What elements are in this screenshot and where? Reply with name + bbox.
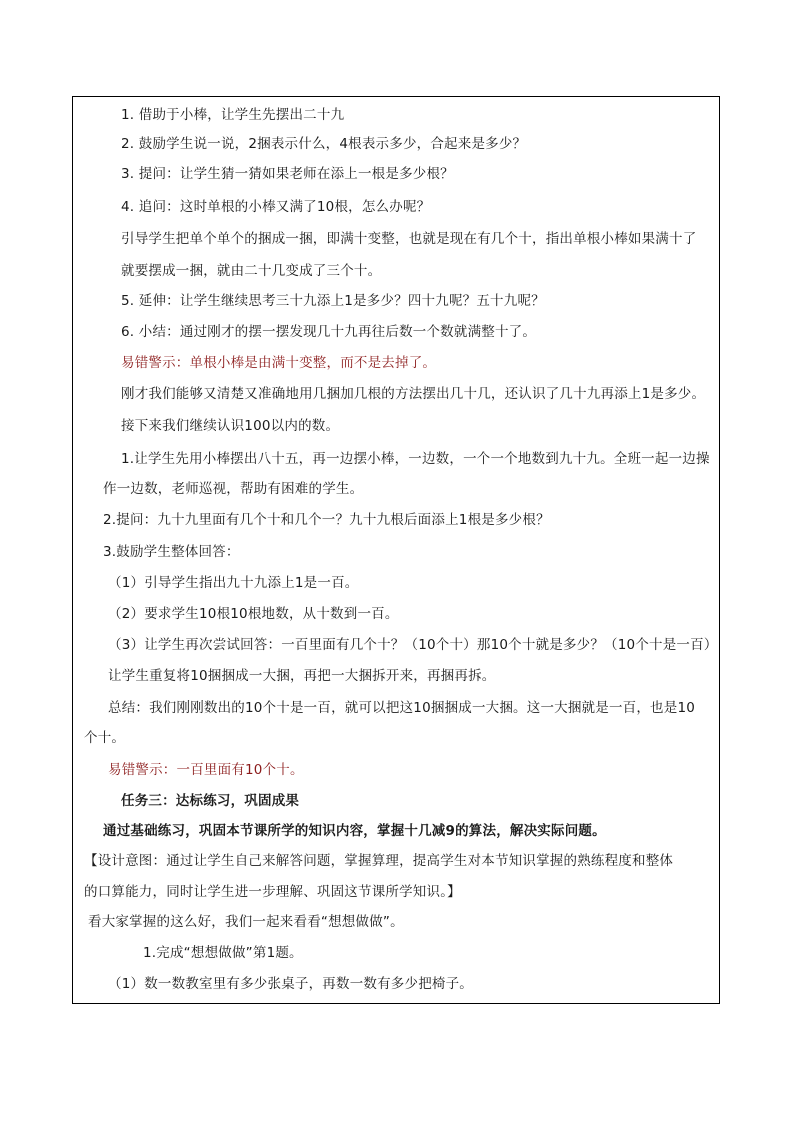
error-warning-text: 易错警示：单根小棒是由满十变整，而不是去掉了。 xyxy=(121,355,437,371)
text-line: 作一边数，老师巡视，帮助有困难的学生。 xyxy=(103,481,364,497)
text-line: 1.完成“想想做做”第1题。 xyxy=(143,945,303,961)
design-intent-text: 的口算能力，同时让学生进一步理解、巩固这节课所学知识。】 xyxy=(84,884,461,900)
text-line: 1. 借助于小棒，让学生先摆出二十九 xyxy=(121,107,345,123)
text-line: 让学生重复将10捆捆成一大捆，再把一大捆拆开来，再捆再拆。 xyxy=(108,668,496,684)
text-line: （3）让学生再次尝试回答：一百里面有几个十？（10个十）那10个十就是多少？（10个十是一百） xyxy=(108,637,718,653)
design-intent-text: 【设计意图：通过让学生自己来解答问题，掌握算理，提高学生对本节知识掌握的熟练程度和整体 xyxy=(84,853,674,869)
text-line: 接下来我们继续认识100以内的数。 xyxy=(121,418,340,434)
text-line: 个十。 xyxy=(84,730,126,746)
text-line: （2）要求学生10根10根地数，从十数到一百。 xyxy=(108,606,399,622)
text-line: （1）数一数教室里有多少张桌子，再数一数有多少把椅子。 xyxy=(108,976,473,992)
text-line: 1.让学生先用小棒摆出八十五，再一边摆小棒，一边数，一个一个地数到九十九。全班一起一边操 xyxy=(121,451,710,467)
text-line: 5. 延伸：让学生继续思考三十九添上1是多少？四十九呢？五十九呢？ xyxy=(121,293,545,309)
text-line: 总结：我们刚刚数出的10个十是一百，就可以把这10捆捆成一大捆。这一大捆就是一百，也是10 xyxy=(108,700,696,716)
text-line: 引导学生把单个单个的捆成一捆，即满十变整，也就是现在有几个十，指出单根小棒如果满十了 xyxy=(121,231,697,247)
text-line: 3. 提问：让学生猜一猜如果老师在添上一根是多少根？ xyxy=(121,166,454,182)
text-line: 就要摆成一捆，就由二十几变成了三个十。 xyxy=(121,263,382,279)
section-heading: 任务三：达标练习，巩固成果 xyxy=(121,793,300,809)
section-goal: 通过基础练习，巩固本节课所学的知识内容，掌握十几减9的算法，解决实际问题。 xyxy=(103,823,606,839)
text-line: 2.提问：九十九里面有几个十和几个一？九十九根后面添上1根是多少根？ xyxy=(103,512,550,528)
error-warning-text: 易错警示：一百里面有10个十。 xyxy=(108,762,304,778)
text-line: 2. 鼓励学生说一说，2捆表示什么，4根表示多少，合起来是多少？ xyxy=(121,136,527,152)
text-line: 3.鼓励学生整体回答： xyxy=(103,544,240,560)
text-line: （1）引导学生指出九十九添上1是一百。 xyxy=(108,575,359,591)
text-line: 6. 小结：通过刚才的摆一摆发现几十九再往后数一个数就满整十了。 xyxy=(121,324,537,340)
text-line: 刚才我们能够又清楚又准确地用几捆加几根的方法摆出几十几，还认识了几十九再添上1是多少。 xyxy=(121,386,706,402)
text-line: 4. 追问：这时单根的小棒又满了10根，怎么办呢？ xyxy=(121,199,431,215)
text-line: 看大家掌握的这么好，我们一起来看看“想想做做”。 xyxy=(88,914,404,930)
